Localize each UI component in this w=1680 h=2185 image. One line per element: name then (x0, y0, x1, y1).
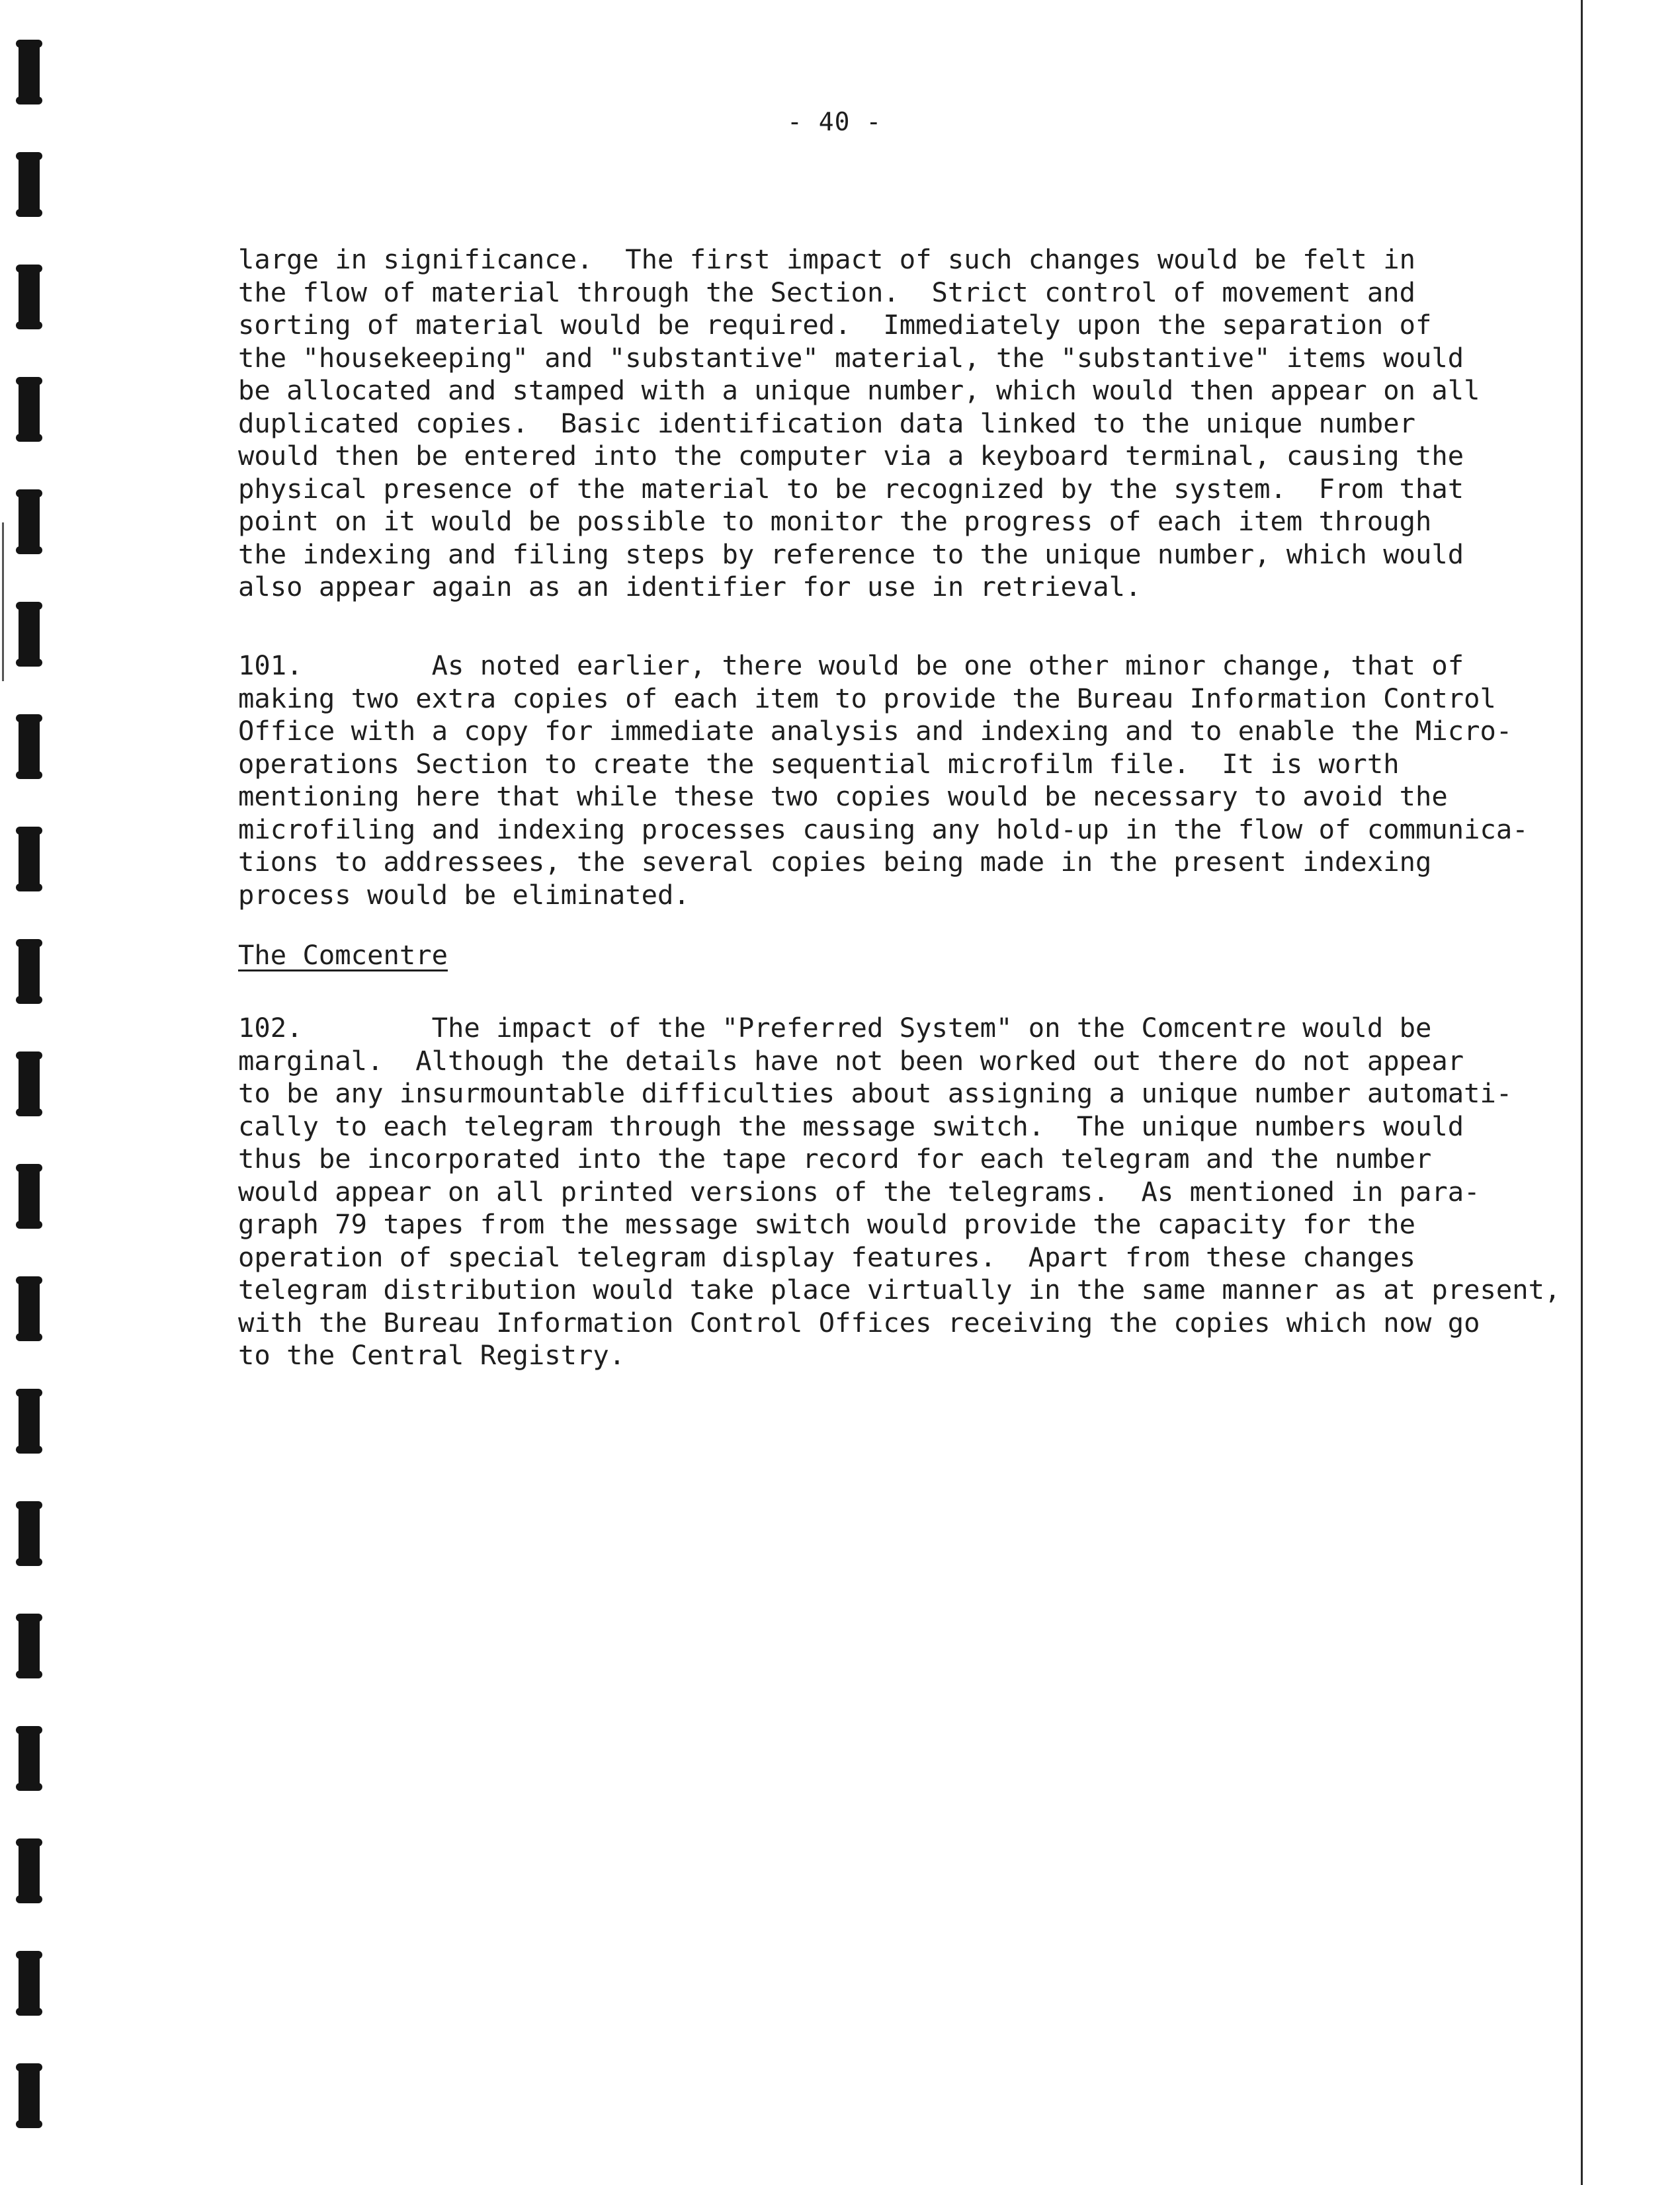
punch-hole (19, 1501, 40, 1566)
section-heading: The Comcentre (238, 939, 448, 971)
right-edge-line (1581, 0, 1583, 2185)
punch-hole (19, 265, 40, 329)
punch-hole (19, 2063, 40, 2128)
binding-punch-holes (19, 40, 45, 2156)
punch-hole (19, 1838, 40, 1903)
page-number: - 40 - (787, 107, 882, 136)
punch-hole (19, 40, 40, 104)
punch-hole (19, 1276, 40, 1341)
paragraph-101: 101. As noted earlier, there would be one other minor change, that of making two extra copies of each item to provide the Bureau Information Control Office with a copy for immediate analysis and indexing and to enable the Micro- operations Section to create the sequential microfilm file. It is worth mentioning here that while these two copies would be necessary to avoid the microfiling and indexing processes causing any hold-up in the flow of communica- tions to addressees, the several copies being made in the present indexing process would be eliminated. (238, 649, 1529, 911)
punch-hole (19, 489, 40, 554)
punch-hole (19, 152, 40, 217)
punch-hole (19, 939, 40, 1004)
punch-hole (19, 1389, 40, 1454)
punch-hole (19, 827, 40, 891)
punch-hole (19, 1951, 40, 2016)
punch-hole (19, 714, 40, 779)
punch-hole (19, 1614, 40, 1678)
punch-hole (19, 377, 40, 442)
left-margin-mark (2, 522, 4, 681)
punch-hole (19, 1164, 40, 1229)
punch-hole (19, 1051, 40, 1116)
punch-hole (19, 1726, 40, 1791)
punch-hole (19, 602, 40, 667)
paragraph-continuation: large in significance. The first impact of such changes would be felt in the flow of material through the Section. Strict control of movement and sorting of material would be required. Immediately upon the separation of the "housekeeping" and "substantive" material, the "substantive" items would be allocated and stamped with a unique number, which would then appear on all duplicated copies. Basic identification data linked to the unique number would then be entered into the computer via a keyboard terminal, causing the physical presence of the material to be recognized by the system. From that point on it would be possible to monitor the progress of each item through the indexing and filing steps by reference to the unique number, which would also appear again as an identifier for use in retrieval. (238, 243, 1480, 602)
paragraph-102: 102. The impact of the "Preferred System" on the Comcentre would be marginal. Although the details have not been worked out there do not appear to be any insurmountable difficulties about assigning a unique number automati- cally to each telegram through the message switch. The unique numbers would thus be incorporated into the tape record for each telegram and the number would appear on all printed versions of the telegrams. As mentioned in para- graph 79 tapes from the message switch would provide the capacity for the operation of special telegram display features. Apart from these changes telegram distribution would take place virtually in the same manner as at present, with the Bureau Information Control Offices receiving the copies which now go to the Central Registry. (238, 1012, 1561, 1371)
